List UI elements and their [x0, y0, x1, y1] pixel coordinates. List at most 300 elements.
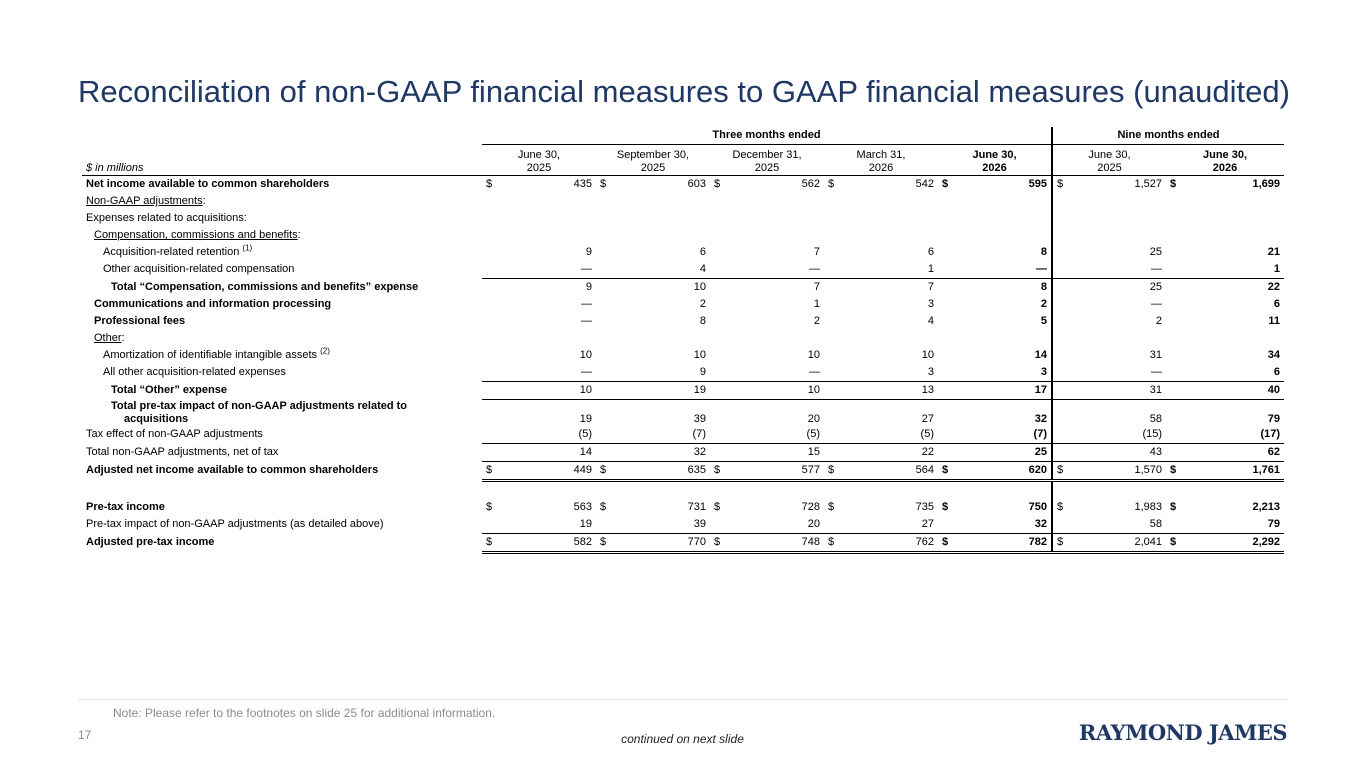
cell-value: 58	[1066, 400, 1166, 426]
dollar-sign: $	[486, 178, 493, 190]
column-header	[1052, 145, 1166, 176]
cell-value	[1180, 330, 1284, 347]
cell-value	[1180, 480, 1284, 499]
table-row	[82, 400, 1284, 426]
cell-value	[496, 227, 596, 244]
column-header-line1: June 30,	[517, 149, 561, 161]
dollar-sign	[596, 443, 610, 461]
dollar-sign	[482, 364, 496, 382]
dollar-sign: $	[482, 533, 496, 552]
dollar-sign: $	[828, 500, 835, 513]
dollar-sign: $	[1170, 178, 1177, 190]
dollar-sign	[710, 296, 724, 313]
dollar-sign	[482, 261, 496, 279]
cell-value: 635	[610, 461, 710, 480]
dollar-sign	[938, 244, 952, 261]
cell-value: 562	[801, 178, 820, 190]
dollar-sign	[1052, 330, 1066, 347]
dollar-sign: $	[1170, 500, 1177, 513]
cell-value: 8	[699, 315, 706, 327]
dollar-sign	[710, 480, 724, 499]
row-label-text-2: acquisitions	[124, 412, 189, 425]
dollar-sign	[482, 330, 496, 347]
cell-value: —	[809, 263, 820, 275]
cell-value: —	[1151, 298, 1162, 310]
row-label	[82, 313, 482, 330]
company-logo: RAYMOND JAMES	[1078, 720, 1287, 745]
cell-value: 3	[927, 298, 934, 310]
dollar-sign	[938, 400, 952, 426]
dollar-sign	[710, 443, 724, 461]
row-label	[82, 364, 482, 382]
row-label-text: All other acquisition-related expenses	[103, 366, 286, 379]
spacer-row	[82, 480, 1284, 499]
dollar-sign	[1166, 516, 1180, 534]
dollar-sign	[1166, 313, 1180, 330]
dollar-sign	[824, 516, 838, 534]
column-header-line2: 2026	[982, 162, 1007, 174]
row-label-text: Total pre-tax impact of non-GAAP adjustments related to	[111, 399, 408, 412]
row-label-text: Adjusted net income available to common shareholders	[86, 464, 379, 476]
row-label-text: Expenses related to acquisitions:	[86, 212, 247, 224]
dollar-sign	[482, 443, 496, 461]
row-label	[82, 210, 482, 227]
dollar-sign	[482, 193, 496, 210]
unit-label	[82, 145, 482, 176]
cell-value: 782	[952, 533, 1052, 552]
cell-value: 728	[801, 500, 820, 513]
dollar-sign: $	[600, 500, 607, 513]
cell-value	[838, 210, 938, 227]
dollar-sign	[482, 480, 496, 499]
row-label-suffix: :	[202, 195, 206, 207]
cell-value: 8	[952, 244, 1052, 261]
dollar-sign	[824, 400, 838, 426]
dollar-sign	[482, 400, 496, 426]
unit-label-text: $ in millions	[86, 162, 144, 174]
footnote-ref: (2)	[320, 346, 330, 356]
cell-value	[610, 227, 710, 244]
cell-value: —	[952, 261, 1052, 279]
table-row	[82, 364, 1284, 382]
dollar-sign	[710, 426, 724, 444]
cell-value: 79	[1180, 400, 1284, 426]
row-label	[82, 244, 482, 261]
cell-value: 1	[1273, 263, 1280, 275]
cell-value: 2,041	[1066, 533, 1166, 552]
dollar-sign	[824, 480, 838, 499]
dollar-sign	[482, 382, 496, 400]
column-header	[482, 145, 596, 176]
cell-value: 22	[838, 443, 938, 461]
cell-value: (5)	[806, 427, 820, 440]
row-label-suffix: :	[297, 229, 301, 241]
dollar-sign	[1166, 296, 1180, 313]
cell-value: —	[581, 366, 592, 378]
dollar-sign	[482, 516, 496, 534]
dollar-sign	[482, 210, 496, 227]
dollar-sign	[824, 426, 838, 444]
table-row	[82, 330, 1284, 347]
cell-value	[724, 480, 824, 499]
cell-value: 3	[927, 366, 934, 378]
row-label-text: Pre-tax impact of non-GAAP adjustments (as detailed above)	[86, 517, 384, 530]
dollar-sign	[596, 347, 610, 364]
cell-value: (5)	[920, 427, 934, 440]
table-row	[82, 382, 1284, 400]
dollar-sign: $	[824, 461, 838, 480]
row-label-text: Amortization of identifiable intangible assets	[103, 349, 318, 361]
cell-value	[496, 480, 596, 499]
dollar-sign	[1166, 210, 1180, 227]
cell-value: 32	[952, 400, 1052, 426]
table-row	[82, 461, 1284, 480]
dollar-sign	[482, 313, 496, 330]
cell-value	[1066, 330, 1166, 347]
dollar-sign: $	[486, 500, 493, 513]
cell-value: 7	[813, 246, 820, 258]
cell-value: 32	[952, 516, 1052, 534]
cell-value	[1180, 193, 1284, 210]
column-header-line1: June 30,	[1202, 149, 1248, 161]
cell-value: 4	[927, 315, 934, 327]
row-label	[82, 480, 482, 499]
cell-value: 19	[610, 382, 710, 400]
table-row	[82, 533, 1284, 552]
cell-value: 22	[1180, 279, 1284, 297]
dollar-sign: $	[942, 500, 949, 513]
cell-value: 1,761	[1180, 461, 1284, 480]
dollar-sign	[596, 400, 610, 426]
row-label	[82, 533, 482, 552]
cell-value: 2,292	[1180, 533, 1284, 552]
cell-value: 19	[579, 517, 592, 530]
cell-value: 8	[952, 279, 1052, 297]
cell-value	[952, 330, 1052, 347]
row-label	[82, 400, 482, 426]
cell-value	[610, 210, 710, 227]
cell-value: 9	[699, 366, 706, 378]
dollar-sign	[1052, 516, 1066, 534]
cell-value: 2	[699, 298, 706, 310]
column-header-line2: 2025	[754, 162, 780, 174]
cell-value	[838, 227, 938, 244]
cell-value: —	[809, 366, 820, 378]
table-row	[82, 176, 1284, 194]
dollar-sign	[938, 480, 952, 499]
cell-value: 27	[921, 517, 934, 530]
dollar-sign	[1166, 426, 1180, 444]
row-label	[82, 499, 482, 516]
dollar-sign	[1052, 426, 1066, 444]
cell-value	[1066, 193, 1166, 210]
dollar-sign	[710, 279, 724, 297]
dollar-sign: $	[942, 178, 949, 190]
row-label	[82, 227, 482, 244]
dollar-sign	[1052, 364, 1066, 382]
cell-value: 58	[1149, 517, 1162, 530]
cell-value: 770	[610, 533, 710, 552]
dollar-sign	[1166, 480, 1180, 499]
cell-value: 435	[573, 178, 592, 190]
dollar-sign: $	[596, 533, 610, 552]
cell-value: 5	[952, 313, 1052, 330]
cell-value: 4	[699, 263, 706, 275]
dollar-sign	[1052, 296, 1066, 313]
dollar-sign: $	[1052, 533, 1066, 552]
cell-value	[610, 330, 710, 347]
dollar-sign: $	[1166, 461, 1180, 480]
dollar-sign: $	[482, 461, 496, 480]
dollar-sign	[710, 193, 724, 210]
row-label-text: Non-GAAP adjustments	[86, 195, 203, 207]
cell-value: 7	[838, 279, 938, 297]
cell-value: 39	[610, 400, 710, 426]
column-header-line2: 2025	[640, 162, 666, 174]
cell-value: 10	[579, 349, 592, 361]
dollar-sign	[938, 364, 952, 382]
dollar-sign	[1166, 279, 1180, 297]
cell-value	[610, 480, 710, 499]
table-row	[82, 313, 1284, 330]
cell-value: 577	[724, 461, 824, 480]
dollar-sign	[938, 227, 952, 244]
dollar-sign	[596, 296, 610, 313]
dollar-sign	[1166, 400, 1180, 426]
cell-value: 20	[724, 400, 824, 426]
cell-value	[838, 330, 938, 347]
table-row	[82, 193, 1284, 210]
dollar-sign	[824, 210, 838, 227]
cell-value: 595	[952, 176, 1052, 194]
dollar-sign	[710, 400, 724, 426]
dollar-sign	[824, 227, 838, 244]
dollar-sign: $	[938, 533, 952, 552]
row-label	[82, 279, 482, 297]
dollar-sign	[1166, 227, 1180, 244]
row-label-text: Total non-GAAP adjustments, net of tax	[86, 445, 279, 458]
cell-value: 735	[915, 500, 934, 513]
cell-value: 79	[1267, 517, 1280, 530]
cell-value	[952, 227, 1052, 244]
dollar-sign: $	[828, 178, 835, 190]
dollar-sign: $	[596, 461, 610, 480]
dollar-sign	[824, 313, 838, 330]
cell-value	[610, 193, 710, 210]
continued-notice: continued on next slide	[621, 732, 744, 746]
row-label-text: Compensation, commissions and benefits	[94, 229, 298, 241]
dollar-sign	[482, 279, 496, 297]
dollar-sign	[824, 193, 838, 210]
dollar-sign	[596, 364, 610, 382]
cell-value: 9	[496, 279, 596, 297]
dollar-sign	[1166, 347, 1180, 364]
dollar-sign	[596, 244, 610, 261]
dollar-sign	[1052, 400, 1066, 426]
cell-value: 10	[807, 349, 820, 361]
cell-value: (15)	[1142, 427, 1162, 440]
cell-value: 13	[838, 382, 938, 400]
cell-value	[496, 210, 596, 227]
dollar-sign	[710, 516, 724, 534]
cell-value	[724, 227, 824, 244]
dollar-sign	[938, 516, 952, 534]
cell-value: 1,570	[1066, 461, 1166, 480]
cell-value: 731	[687, 500, 706, 513]
dollar-sign	[1052, 193, 1066, 210]
cell-value: 2	[813, 315, 820, 327]
cell-value: 6	[699, 246, 706, 258]
dollar-sign	[1052, 443, 1066, 461]
dollar-sign: $	[600, 178, 607, 190]
cell-value	[1180, 227, 1284, 244]
cell-value	[724, 330, 824, 347]
dollar-sign	[710, 227, 724, 244]
dollar-sign	[938, 313, 952, 330]
dollar-sign	[1166, 193, 1180, 210]
dollar-sign	[938, 443, 952, 461]
cell-value	[496, 193, 596, 210]
cell-value: 9	[585, 246, 592, 258]
dollar-sign	[824, 364, 838, 382]
table-row	[82, 279, 1284, 297]
cell-value: 34	[1267, 349, 1280, 361]
dollar-sign	[824, 279, 838, 297]
dollar-sign	[938, 279, 952, 297]
cell-value: 762	[838, 533, 938, 552]
footer-divider	[78, 699, 1288, 700]
table-row	[82, 347, 1284, 364]
cell-value: 32	[610, 443, 710, 461]
dollar-sign	[1166, 244, 1180, 261]
cell-value	[496, 330, 596, 347]
dollar-sign: $	[1052, 461, 1066, 480]
cell-value: 17	[952, 382, 1052, 400]
slide-title: Reconciliation of non-GAAP financial measures to GAAP financial measures (unaudited)	[78, 74, 1290, 109]
cell-value: (17)	[1260, 427, 1280, 440]
cell-value: 11	[1268, 315, 1280, 327]
column-header	[1166, 145, 1284, 176]
group-nine-months: Nine months ended	[1052, 127, 1284, 145]
cell-value: 750	[952, 499, 1052, 516]
cell-value: 564	[838, 461, 938, 480]
dollar-sign	[482, 227, 496, 244]
row-label-text: Total “Other” expense	[111, 384, 227, 396]
cell-value: 582	[496, 533, 596, 552]
dollar-sign	[938, 347, 952, 364]
dollar-sign: $	[1057, 500, 1064, 513]
column-header	[824, 145, 938, 176]
dollar-sign	[938, 261, 952, 279]
dollar-sign: $	[710, 461, 724, 480]
dollar-sign	[1052, 227, 1066, 244]
cell-value	[838, 193, 938, 210]
row-label-suffix: :	[121, 332, 125, 344]
table-row	[82, 516, 1284, 534]
cell-value: (5)	[578, 427, 592, 440]
dollar-sign	[596, 227, 610, 244]
dollar-sign	[482, 426, 496, 444]
cell-value: 10	[496, 382, 596, 400]
dollar-sign	[824, 382, 838, 400]
cell-value: 449	[496, 461, 596, 480]
dollar-sign	[1052, 279, 1066, 297]
cell-value: —	[581, 263, 592, 275]
dollar-sign	[482, 296, 496, 313]
row-label	[82, 176, 482, 194]
table-row	[82, 210, 1284, 227]
cell-value: 2,213	[1252, 500, 1280, 513]
dollar-sign	[596, 193, 610, 210]
dollar-sign	[1166, 443, 1180, 461]
column-header-line1: December 31,	[732, 149, 802, 161]
dollar-sign	[596, 210, 610, 227]
cell-value	[952, 480, 1052, 499]
dollar-sign: $	[1166, 533, 1180, 552]
reconciliation-table	[82, 127, 1284, 554]
group-three-months: Three months ended	[482, 127, 1052, 145]
table-row	[82, 426, 1284, 444]
dollar-sign	[1052, 313, 1066, 330]
table-row	[82, 261, 1284, 279]
dollar-sign	[1166, 364, 1180, 382]
cell-value: 563	[573, 500, 592, 513]
cell-value: 20	[807, 517, 820, 530]
dollar-sign	[938, 382, 952, 400]
cell-value	[1066, 480, 1166, 499]
dollar-sign	[1052, 347, 1066, 364]
row-label	[82, 347, 482, 364]
cell-value: 43	[1066, 443, 1166, 461]
cell-value: 6	[927, 246, 934, 258]
dollar-sign	[938, 426, 952, 444]
dollar-sign: $	[710, 533, 724, 552]
cell-value: 1	[927, 263, 934, 275]
dollar-sign: $	[824, 533, 838, 552]
dollar-sign	[710, 347, 724, 364]
cell-value	[952, 210, 1052, 227]
dollar-sign	[596, 382, 610, 400]
dollar-sign	[482, 244, 496, 261]
row-label-text: Net income available to common shareholders	[86, 178, 330, 190]
dollar-sign	[938, 330, 952, 347]
dollar-sign	[596, 330, 610, 347]
cell-value: 14	[952, 347, 1052, 364]
header-group-row	[82, 127, 1284, 145]
cell-value: 25	[1149, 246, 1162, 258]
cell-value	[838, 480, 938, 499]
row-label-text: Other	[94, 332, 122, 344]
dollar-sign: $	[714, 178, 721, 190]
dollar-sign	[824, 347, 838, 364]
table-row	[82, 296, 1284, 313]
footnote-ref: (1)	[242, 243, 253, 253]
cell-value: 10	[724, 382, 824, 400]
row-label-text: Other acquisition-related compensation	[103, 263, 295, 276]
row-label	[82, 261, 482, 279]
row-label-text: Pre-tax income	[86, 500, 165, 513]
cell-value: 10	[693, 349, 706, 361]
cell-value: 31	[1149, 349, 1162, 361]
cell-value	[724, 193, 824, 210]
cell-value: 19	[496, 400, 596, 426]
cell-value: —	[1151, 366, 1162, 378]
row-label	[82, 443, 482, 461]
header-column-row	[82, 145, 1284, 176]
dollar-sign	[596, 480, 610, 499]
dollar-sign	[824, 261, 838, 279]
dollar-sign	[710, 210, 724, 227]
